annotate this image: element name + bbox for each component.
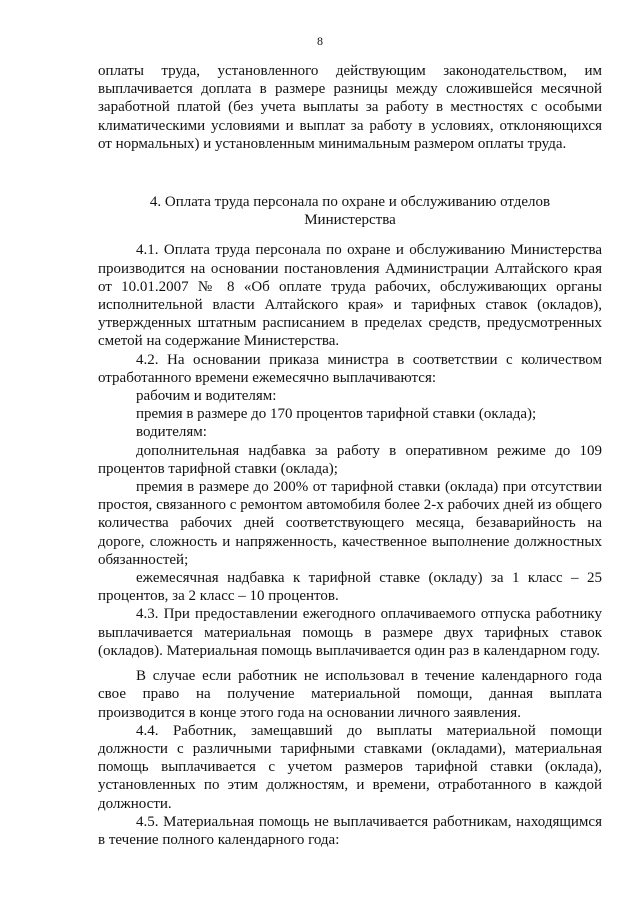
paragraph-4-2: 4.2. На основании приказа министра в соответствии с количеством отработанного времени ежемесячно выплачиваются: [98,351,602,386]
section-heading [98,193,602,229]
paragraph-top: оплаты труда, установленного действующим законодательством, им выплачивается доплата в размере разницы между сложившейся месячной заработной платой (без учета выплаты за работу в местностях с особыми климатическими условиями и выплат за работу в условиях, отклоняющихся от нормальных) и установленным минимальным размером оплаты труда. [98,63,602,152]
section-title-line-2: Министерства [304,212,396,229]
page-number: 8 [317,34,323,48]
paragraph-4-1: 4.1. Оплата труда персонала по охране и обслуживанию Министерства производится на основании постановления Администрации Алтайского края от 10.01.2007 № 8 «Об оплате труда рабочих, обслуживающих органы исполнительной власти Алтайского края» и тарифных ставок (окладов), утвержденных штатным расписанием в пределах средств, предусмотренных сметой на содержание Министерства. [98,242,602,350]
section-title-line-1: 4. Оплата труда персонала по охране и обслуживанию отделов [149,194,551,211]
list-item-extra-109: дополнительная надбавка за работу в оперативном режиме до 109 процентов тарифной ставки (оклада); [98,442,602,477]
list-item-drivers: водителям: [136,424,207,441]
page-content [98,62,602,849]
paragraph-unused-aid: В случае если работник не использовал в течение календарного года свое право на получение материальной помощи, данная выплата производится в конце этого года на основании личного заявления. [98,668,602,721]
paragraph-4-3: 4.3. При предоставлении ежегодного оплачиваемого отпуска работнику выплачивается материальная помощь в размере двух тарифных ставок (окладов). Материальная помощь выплачивается один раз в календарном году. [98,606,602,659]
list-item-class-bonus: ежемесячная надбавка к тарифной ставке (окладу) за 1 класс – 25 процентов, за 2 класс – 10 процентов. [98,570,602,605]
list-item-bonus-170: премия в размере до 170 процентов тарифной ставки (оклада); [136,406,537,423]
paragraph-4-4: 4.4. Работник, замещавший до выплаты материальной помощи должности с различными тарифными ставками (окладами), материальная помощь выплачивается с учетом размеров тарифной ставки (оклада), установленных по этим должностям, и времени, отработанного в каждой должности. [98,722,602,812]
list-item-workers: рабочим и водителям: [136,388,277,405]
paragraph-4-5: 4.5. Материальная помощь не выплачивается работникам, находящимся в течение полного календарного года: [98,813,602,848]
list-item-bonus-200: премия в размере до 200% от тарифной ставки (оклада) при отсутствии простоя, связанного с ремонтом автомобиля более 2-х рабочих дней из общего количества рабочих дней соответствующего месяца, безаварийность на дороге, сложность и напряженность, качественное выполнение должностных обязанностей; [98,479,602,568]
